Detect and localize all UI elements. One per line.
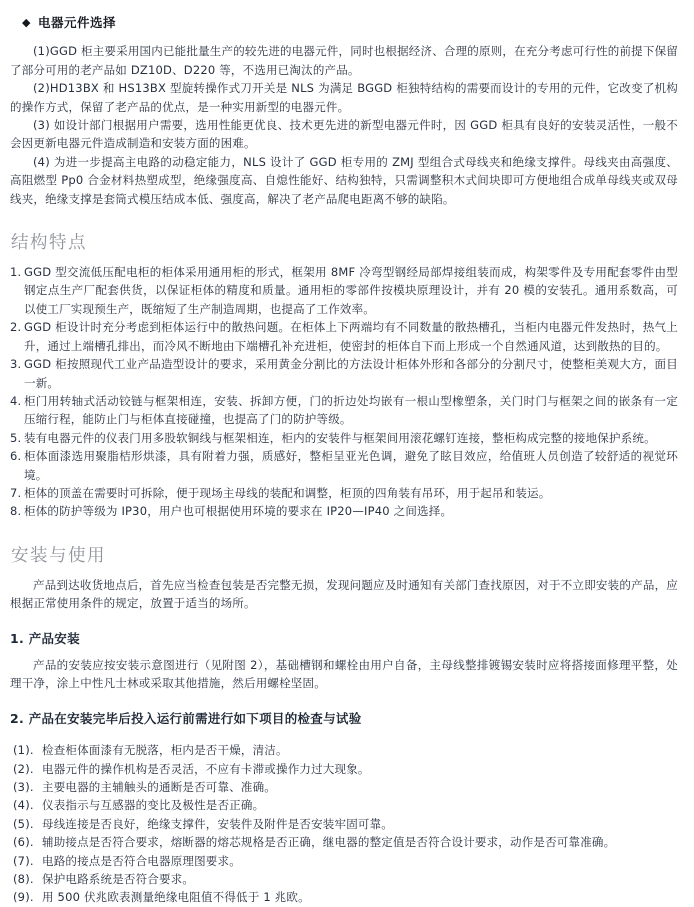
checklist-item [10,888,678,906]
item-text: 柜体的顶盖在需要时可拆除，便于现场主母线的装配和调整，柜顶的四角装有吊环，用于起吊和装运。 [24,485,551,500]
item-number: (9). [13,890,34,905]
item-number: (3). [13,780,34,794]
install-subsection-1-body: 产品的安装应按安装示意图进行（见附图 2），基础槽钢和螺栓由用户自备，主母线整排镀锡安装时应将搭接面修理平整，处理干净，涂上中性凡士林或采取其他措施，然后用螺栓坚固。 [10,657,678,691]
item-number: 6. [10,449,22,464]
section-install-use-title: 安装与使用 [11,545,106,566]
checklist-item [10,870,678,888]
item-number: (2). [13,761,34,776]
item-number: 1. [10,265,22,280]
component-paragraph-4: (4) 为进一步提高主电路的动稳定能力，NLS 设计了 GGD 柜专用的 ZMJ 型组合式母线夹和绝缘支撑件。母线夹由高强度、高阻燃型 Pp0 合金材料热塑成型，绝缘强度高、自熄性能好、结构独特，只需调整积木式间块即可方便地组合成单母线夹或双母线夹，绝缘支撑是套筒式模压结成本低、强度高，解决了老产品爬电距离不够的缺陷。 [10,154,678,206]
component-paragraph-3: (3) 如设计部门根据用户需要，选用性能更优良、技术更先进的新型电器元件时，因 GGD 柜具有良好的安装灵活性，一般不会因更新电器元件造成制造和安装方面的困难。 [10,118,678,151]
inspection-checklist [10,741,678,907]
checklist-item [10,796,678,814]
structure-feature-item [10,355,678,392]
item-number: (1). [13,743,34,758]
item-text: 电器元件的操作机构是否灵活，不应有卡滞或操作力过大现象。 [42,761,370,776]
item-number: (6). [13,835,34,850]
item-text: GGD 型交流低压配电柜的柜体采用通用柜的形式，框架用 8MF 冷弯型钢经局部焊接组装而成，构架零件及专用配套零件由型钢定点生产厂配套供货，以保证柜体的精度和质量。通用柜的零部件按模块原理设计，并有 20 模的安装孔。通用系数高，可以使工厂实现预生产，既缩短了生产制造周期，也提高了工作效率。 [24,265,678,316]
item-text: 装有电器元件的仪表门用多股软铜线与框架相连，柜内的安装件与框架间用滚花螺钉连接，整柜构成完整的接地保护系统。 [24,430,656,445]
install-subsection-2-title: 2. 产品在安装完毕后投入运行前需进行如下项目的检查与试验 [10,710,362,726]
section-structure-features-title: 结构特点 [11,233,87,254]
component-paragraph-1: (1)GGD 柜主要采用国内已能批量生产的较先进的电器元件，同时也根据经济、合理的原则，在充分考虑可行性的前提下保留了部分可用的老产品如 DZ10D、D220 等，不选用已淘汰的产品。 [10,44,678,77]
item-text: 母线连接是否良好，绝缘支撑件，安装件及附件是否安装牢固可靠。 [42,816,393,831]
item-number: (8). [13,872,34,887]
structure-feature-item [10,447,678,484]
install-intro-paragraph: 产品到达收货地点后，首先应当检查包装是否完整无损，发现问题应及时通知有关部门查找原因，对于不立即安装的产品，应根据正常使用条件的规定，放置于适当的场所。 [10,577,678,611]
install-subsection-1-title: 1. 产品安装 [10,630,80,646]
structure-feature-list [10,263,678,521]
checklist-item [10,815,678,833]
item-number: 8. [10,504,22,519]
item-text: GGD 柜设计时充分考虑到柜体运行中的散热问题。在柜体上下两端均有不同数量的散热槽孔，当柜内电器元件发热时，热气上升，通过上端槽孔排出，而冷风不断地由下端槽孔补充进柜，使密封的柜体自下而上形成一个自然通风道，达到散热的目的。 [24,320,678,353]
item-text: 用 500 伏兆欧表测量绝缘电阻值不得低于 1 兆欧。 [42,890,310,905]
item-text: 电路的接点是否符合电器原理图要求。 [42,853,241,868]
item-number: 2. [10,320,22,335]
item-text: 柜体的防护等级为 IP30，用户也可根据使用环境的要求在 IP20—IP40 之间选择。 [24,504,453,519]
item-number: 5. [10,430,22,445]
structure-feature-item [10,429,678,447]
item-text: 检查柜体面漆有无脱落，柜内是否干燥，清洁。 [42,743,288,758]
checklist-item [10,741,678,759]
item-text: 柜门用转轴式活动铰链与框架相连，安装、拆卸方便，门的折边处均嵌有一根山型橡塑条，关门时门与框架之间的嵌条有一定压缩行程，能防止门与柜体直接碰撞，也提高了门的防护等级。 [24,393,678,427]
item-text: 辅助接点是否符合要求，熔断器的熔芯规格是否正确，继电器的整定值是否符合设计要求，动作是否可靠准确。 [42,835,616,850]
item-number: (7). [13,853,34,868]
checklist-item [10,760,678,778]
item-text: GGD 柜按照现代工业产品造型设计的要求，采用黄金分割比的方法设计柜体外形和各部分的分割尺寸，使整柜美观大方，面目一新。 [24,357,678,390]
item-number: (5). [13,816,34,831]
checklist-item [10,778,678,796]
item-text: 仪表指示与互感器的变比及极性是否正确。 [42,798,265,813]
item-text: 保护电路系统是否符合要求。 [42,872,195,887]
item-number: 7. [10,485,22,500]
checklist-item [10,852,678,870]
item-text: 主要电器的主辅触头的通断是否可靠、准确。 [42,780,276,794]
section-component-selection-title: 电器元件选择 [37,15,116,30]
section-component-selection-header [22,14,678,33]
item-text: 柜体面漆选用聚脂桔形烘漆，具有附着力强，质感好，整柜呈亚光色调，避免了眩目效应，给值班人员创造了较舒适的视觉环境。 [24,449,678,482]
item-number: 4. [10,393,22,408]
component-paragraph-2: (2)HD13BX 和 HS13BX 型旋转操作式刀开关是 NLS 为满足 BGGD 柜独特结构的需要而设计的专用的元件，它改变了机构的操作方式，保留了老产品的优点，是一种实用新型的电器元件。 [10,81,678,114]
item-number: (4). [13,798,34,813]
structure-feature-item [10,484,678,502]
diamond-bullet-icon: ◆ [22,16,31,29]
checklist-item [10,833,678,851]
structure-feature-item [10,392,678,429]
structure-feature-item [10,318,678,355]
structure-feature-item [10,263,678,318]
item-number: 3. [10,357,22,372]
structure-feature-item [10,502,678,520]
